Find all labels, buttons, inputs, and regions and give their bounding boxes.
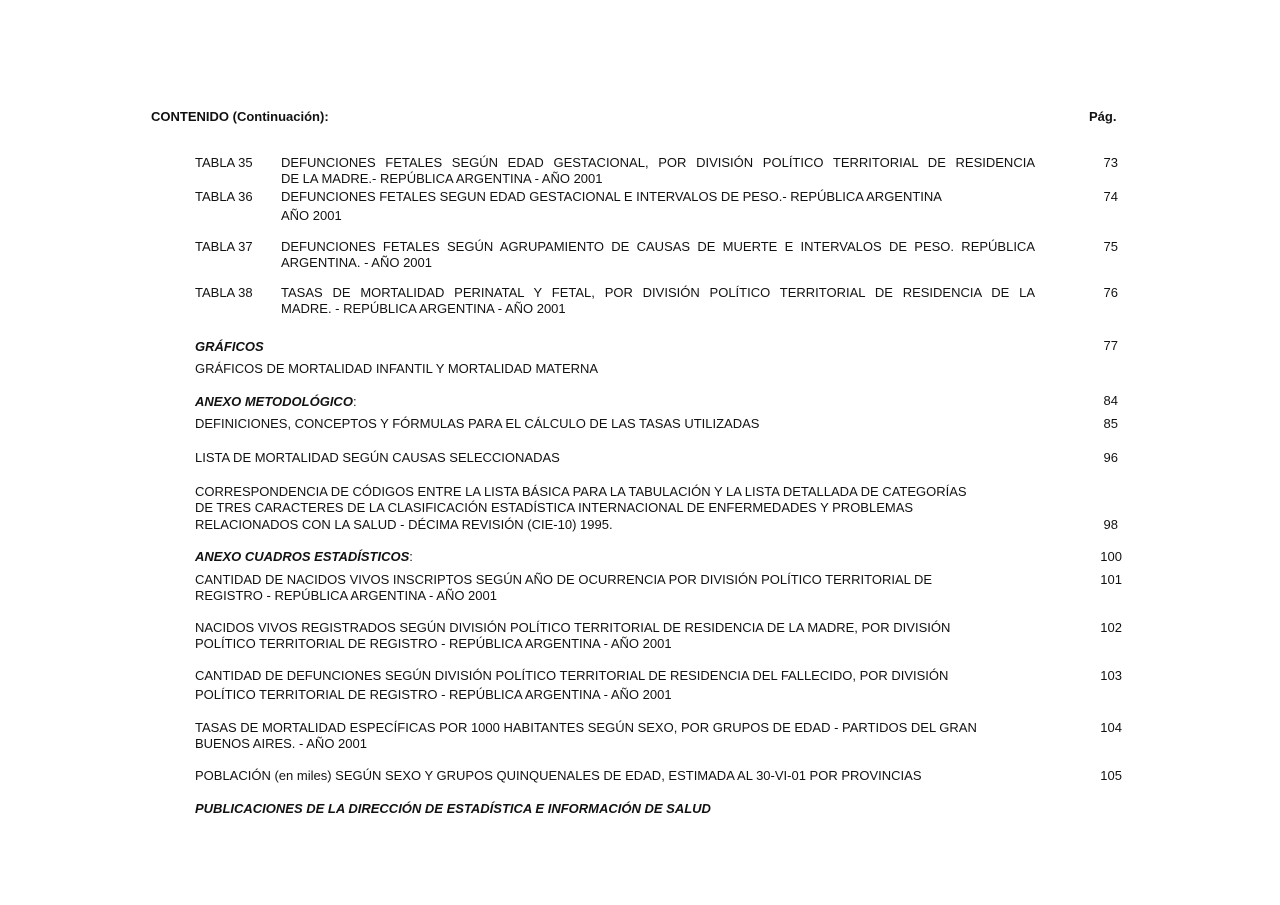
page-number: 75 bbox=[1103, 239, 1118, 254]
entry-title-line-2: ARGENTINA. - AÑO 2001 bbox=[281, 255, 432, 270]
entry-title-line-1: POBLACIÓN (en miles) SEGÚN SEXO Y GRUPOS QUINQUENALES DE EDAD, ESTIMADA AL 30-VI-01 POR PROVINCIAS bbox=[195, 768, 922, 783]
table-label: TABLA 35 bbox=[195, 155, 253, 170]
table-label: TABLA 37 bbox=[195, 239, 253, 254]
heading-colon: : bbox=[409, 549, 413, 564]
section-heading-anexo-metodologico bbox=[195, 394, 357, 410]
page-number: 98 bbox=[1103, 517, 1118, 532]
entry-title-line-3: RELACIONADOS CON LA SALUD - DÉCIMA REVISIÓN (CIE-10) 1995. bbox=[195, 517, 613, 532]
page-number: 103 bbox=[1100, 668, 1122, 683]
entry-title-line-2: BUENOS AIRES. - AÑO 2001 bbox=[195, 736, 367, 751]
entry-title-line-2: DE LA MADRE.- REPÚBLICA ARGENTINA - AÑO 2001 bbox=[281, 171, 603, 186]
page-number-anexo-metodologico: 84 bbox=[1103, 393, 1118, 408]
entry-title-line-2: POLÍTICO TERRITORIAL DE REGISTRO - REPÚBLICA ARGENTINA - AÑO 2001 bbox=[195, 687, 672, 702]
entry-title-line-2: MADRE. - REPÚBLICA ARGENTINA - AÑO 2001 bbox=[281, 301, 566, 316]
entry-title-line-2: POLÍTICO TERRITORIAL DE REGISTRO - REPÚBLICA ARGENTINA - AÑO 2001 bbox=[195, 636, 672, 651]
page-number: 74 bbox=[1103, 189, 1118, 204]
section-heading-graficos: GRÁFICOS bbox=[195, 339, 264, 354]
table-label: TABLA 38 bbox=[195, 285, 253, 300]
entry-title-line-1: NACIDOS VIVOS REGISTRADOS SEGÚN DIVISIÓN POLÍTICO TERRITORIAL DE RESIDENCIA DE LA MADRE, POR DIVISIÓN bbox=[195, 620, 951, 635]
entry-title-line-1: CORRESPONDENCIA DE CÓDIGOS ENTRE LA LISTA BÁSICA PARA LA TABULACIÓN Y LA LISTA DETALLADA DE CATEGORÍAS bbox=[195, 484, 967, 499]
entry-title-line-2: DE TRES CARACTERES DE LA CLASIFICACIÓN ESTADÍSTICA INTERNACIONAL DE ENFERMEDADES Y PROBLEMAS bbox=[195, 500, 914, 515]
page-number: 105 bbox=[1100, 768, 1122, 783]
heading-colon: : bbox=[352, 394, 357, 409]
entry-title-line-2: REGISTRO - REPÚBLICA ARGENTINA - AÑO 2001 bbox=[195, 588, 497, 603]
toc-entry-graficos[interactable]: GRÁFICOS DE MORTALIDAD INFANTIL Y MORTALIDAD MATERNA bbox=[195, 361, 599, 376]
page-number-anexo-cuadros: 100 bbox=[1100, 549, 1122, 564]
page-number-graficos: 77 bbox=[1103, 338, 1118, 353]
entry-title-line-2: AÑO 2001 bbox=[281, 208, 342, 223]
section-heading-anexo-cuadros bbox=[195, 549, 413, 565]
entry-title-line-1: CANTIDAD DE DEFUNCIONES SEGÚN DIVISIÓN POLÍTICO TERRITORIAL DE RESIDENCIA DEL FALLECIDO, POR DIVISIÓN bbox=[195, 668, 949, 683]
entry-title-line-1: TASAS DE MORTALIDAD ESPECÍFICAS POR 1000 HABITANTES SEGÚN SEXO, POR GRUPOS DE EDAD - PARTIDOS DEL GRAN bbox=[195, 720, 977, 735]
page-number: 85 bbox=[1103, 416, 1118, 431]
heading-text: ANEXO METODOLÓGICO bbox=[195, 394, 353, 409]
page-number: 73 bbox=[1103, 155, 1118, 170]
entry-title-line-1: DEFUNCIONES FETALES SEGÚN AGRUPAMIENTO DE CAUSAS DE MUERTE E INTERVALOS DE PESO. REPÚBLICA bbox=[281, 239, 1035, 254]
page-number: 104 bbox=[1100, 720, 1122, 735]
table-label: TABLA 36 bbox=[195, 189, 253, 204]
page-number: 76 bbox=[1103, 285, 1118, 300]
entry-title-line-1: CANTIDAD DE NACIDOS VIVOS INSCRIPTOS SEGÚN AÑO DE OCURRENCIA POR DIVISIÓN POLÍTICO TERRITORIAL DE bbox=[195, 572, 933, 587]
heading-text: ANEXO CUADROS ESTADÍSTICOS bbox=[195, 549, 410, 564]
page-number: 101 bbox=[1100, 572, 1122, 587]
entry-title-line-1: LISTA DE MORTALIDAD SEGÚN CAUSAS SELECCIONADAS bbox=[195, 450, 560, 465]
section-heading-publicaciones[interactable]: PUBLICACIONES DE LA DIRECCIÓN DE ESTADÍSTICA E INFORMACIÓN DE SALUD bbox=[195, 801, 711, 816]
entry-title-line-1: TASAS DE MORTALIDAD PERINATAL Y FETAL, POR DIVISIÓN POLÍTICO TERRITORIAL DE RESIDENCIA DE LA bbox=[281, 285, 1035, 300]
entry-title-line-1: DEFINICIONES, CONCEPTOS Y FÓRMULAS PARA EL CÁLCULO DE LAS TASAS UTILIZADAS bbox=[195, 416, 760, 431]
page-number: 96 bbox=[1103, 450, 1118, 465]
toc-title: CONTENIDO (Continuación): bbox=[151, 109, 329, 124]
entry-title-line-1: DEFUNCIONES FETALES SEGÚN EDAD GESTACIONAL, POR DIVISIÓN POLÍTICO TERRITORIAL DE RESIDENCIA bbox=[281, 155, 1035, 170]
entry-title-line-1: DEFUNCIONES FETALES SEGUN EDAD GESTACIONAL E INTERVALOS DE PESO.- REPÚBLICA ARGENTINA bbox=[281, 189, 942, 204]
page-number: 102 bbox=[1100, 620, 1122, 635]
page-column-label: Pág. bbox=[1089, 109, 1117, 124]
